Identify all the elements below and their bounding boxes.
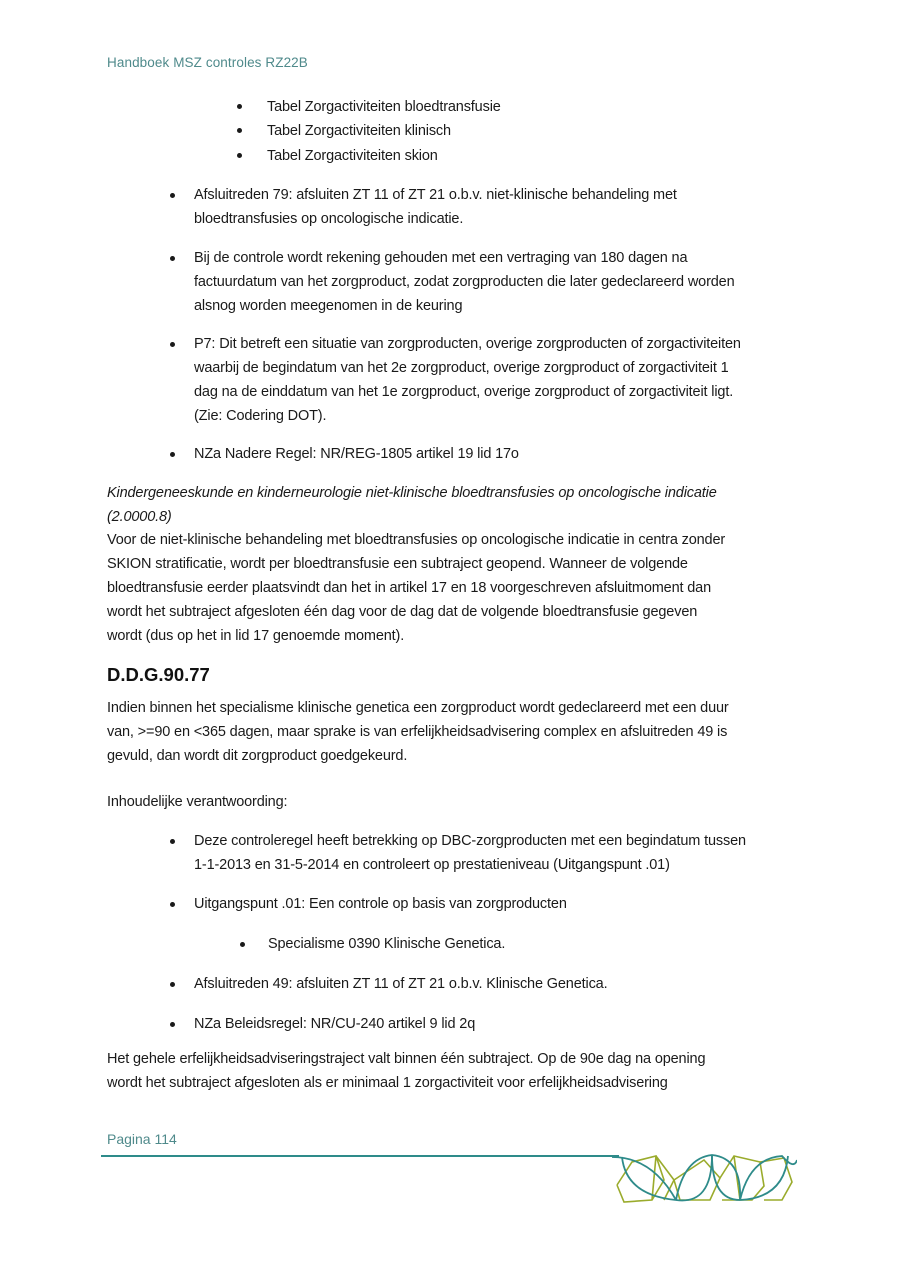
line: Indien binnen het specialisme klinische genetica een zorgproduct wordt gedeclareerd met een duur [107,700,729,716]
list-item: Tabel Zorgactiviteiten klinisch [267,123,451,139]
line: Kindergeneeskunde en kinderneurologie niet-klinische bloedtransfusies op oncologische indicatie [107,485,717,501]
line: Voor de niet-klinische behandeling met bloedtransfusies op oncologische indicatie in centra zonder [107,532,726,548]
line: bloedtransfusies op oncologische indicatie. [194,211,464,227]
page-number: Pagina 114 [107,1131,177,1147]
line: Deze controleregel heeft betrekking op DBC-zorgproducten met een begindatum tussen [194,833,746,849]
line: gevuld, dan wordt dit zorgproduct goedgekeurd. [107,748,408,764]
line: factuurdatum van het zorgproduct, zodat zorgproducten die later gedeclareerd worden [194,274,735,290]
line: (2.0000.8) [107,509,172,525]
line: (Zie: Codering DOT). [194,408,327,424]
paragraph-bloedtransfusie [107,528,725,648]
list-item-controleregel [194,829,746,877]
bullet-icon [170,1022,175,1027]
line: bloedtransfusie eerder plaatsvindt dan het in artikel 17 en 18 voorgeschreven afsluitmoment dan [107,580,711,596]
line: van, >=90 en <365 dagen, maar sprake is van erfelijkheidsadvisering complex en afsluitreden 49 is [107,724,728,740]
line: dag na de einddatum van het 1e zorgproduct, overige zorgproduct of zorgactiviteit ligt. [194,384,734,400]
line: Afsluitreden 79: afsluiten ZT 11 of ZT 21 o.b.v. niet-klinische behandeling met [194,187,677,203]
bullet-icon [237,104,242,109]
line: Bij de controle wordt rekening gehouden met een vertraging van 180 dagen na [194,250,688,266]
list-item-p7 [194,332,741,428]
list-item-afsluitreden-79 [194,183,677,231]
bullet-icon [170,902,175,907]
bullet-icon [237,153,242,158]
bullet-icon [170,982,175,987]
paragraph-klinische-genetica [107,696,729,768]
footer-rule [101,1155,619,1157]
line: NZa Nadere Regel: NR/REG-1805 artikel 19 lid 17o [194,446,519,462]
line: wordt (dus op het in lid 17 genoemde moment). [107,628,405,644]
list-item: Tabel Zorgactiviteiten bloedtransfusie [267,99,501,115]
page-header: Handboek MSZ controles RZ22B [107,55,308,70]
bullet-icon [170,193,175,198]
line: waarbij de begindatum van het 2e zorgproduct, overige zorgproduct of zorgactiviteit 1 [194,360,729,376]
list-item-uitgangspunt: Uitgangspunt .01: Een controle op basis van zorgproducten [194,896,567,912]
subsection-title [107,481,717,529]
label-inhoudelijke-verantwoording: Inhoudelijke verantwoording: [107,794,288,810]
bullet-icon [170,452,175,457]
line: wordt het subtraject afgesloten één dag voor de dag dat de volgende bloedtransfusie gegeven [107,604,698,620]
bullet-icon [170,342,175,347]
paragraph-erfelijkheidsadvisering [107,1047,705,1095]
line: wordt het subtraject afgesloten als er minimaal 1 zorgactiviteit voor erfelijkheidsadvisering [107,1075,668,1091]
list-item-nza-nadere-regel [194,442,519,466]
list-item-nza-beleidsregel: NZa Beleidsregel: NR/CU-240 artikel 9 lid 2q [194,1016,476,1032]
bullet-icon [170,256,175,261]
line: SKION stratificatie, wordt per bloedtransfusie een subtraject geopend. Wanneer de volgende [107,556,688,572]
bullet-icon [240,942,245,947]
list-item-afsluitreden-49: Afsluitreden 49: afsluiten ZT 11 of ZT 21 o.b.v. Klinische Genetica. [194,976,608,992]
list-item-vertraging [194,246,735,318]
bullet-icon [237,128,242,133]
line: P7: Dit betreft een situatie van zorgproducten, overige zorgproducten of zorgactiviteiten [194,336,741,352]
footer-ornament-icon [612,1150,797,1210]
list-item: Tabel Zorgactiviteiten skion [267,148,438,164]
section-heading: D.D.G.90.77 [107,664,210,685]
line: 1-1-2013 en 31-5-2014 en controleert op prestatieniveau (Uitgangspunt .01) [194,857,670,873]
bullet-icon [170,839,175,844]
line: Het gehele erfelijkheidsadviseringstraject valt binnen één subtraject. Op de 90e dag na opening [107,1051,706,1067]
line: alsnog worden meegenomen in de keuring [194,298,463,314]
list-item-specialisme: Specialisme 0390 Klinische Genetica. [268,936,506,952]
